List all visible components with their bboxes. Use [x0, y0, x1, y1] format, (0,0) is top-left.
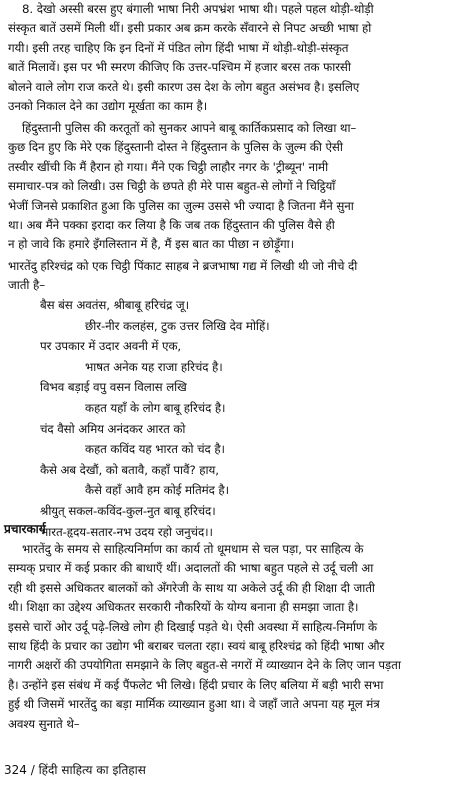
paragraph-promotion-work	[8, 540, 466, 734]
text-line: भारतेंदु हरिश्चंद्र को एक चिट्ठी पिंकाट साहब ने ब्रजभाषा गद्य में लिखी थी जो नीचे दी	[8, 259, 358, 273]
verse-line: कहत कविंद यह भारत को चंद है।	[85, 442, 225, 457]
verse-line: भाषत अनेक यह राजा हरिचंद है।	[85, 359, 223, 374]
text-line: जाती है–	[8, 278, 46, 293]
text-line: नागरी अक्षरों की उपयोगिता समझाने के लिए बहुत-से नगरों में व्याख्यान देने के लिए जान पड़ता	[8, 658, 401, 673]
verse-line: चंद वैसो अमिय अनंदकर आरत को	[40, 421, 186, 436]
text-line: न हो जावे कि हमारे इँगलिस्तान में है, मैं इस बात का पीछा न छोड़ूँगा।	[8, 237, 295, 252]
text-line: रही थी इससे अधिकतर बालकों को अँगरेजी के साथ या अकेले उर्दू की ही शिक्षा दी जाती	[8, 580, 375, 595]
page-footer: 324 / हिंदी साहित्य का इतिहास	[4, 763, 146, 777]
verse-line: भारत-हृदय-सतार-नभ उदय रहो जनुचंद।।	[40, 524, 213, 539]
verse-line: कैसे अब देखौं, को बतावै, कहाँ पावैं? हाय,	[40, 462, 219, 477]
text-line: अवश्य सुनाते थे–	[8, 716, 80, 731]
text-line: इससे चारों ओर उर्दू पढ़े-लिखे लोग ही दिखाई पड़ते थे। ऐसी अवस्था में साहित्य-निर्माण के	[8, 619, 377, 634]
text-line: है। उन्होंने इस संबंध में कई पैंफलेट भी लिखे। हिंदी प्रचार के लिए बलिया में बड़ी भारी सभा	[8, 677, 384, 692]
text-line: हिंदुस्तानी पुलिस की करतूतों को सुनकर आपने बाबू कार्तिकप्रसाद को लिखा था–	[22, 121, 357, 135]
text-line: 8. देखो अस्सी बरस हुए बंगाली भाषा निरी अपभ्रंश भाषा थी। पहले पहल थोड़ी-थोड़ी	[22, 2, 374, 16]
text-line: साथ हिंदी के प्रचार का उद्योग भी बराबर चलता रहा। स्वयं बाबू हरिश्चंद्र को हिंदी भाषा और	[8, 639, 385, 654]
text-line: बातें मिलावें। इस पर भी स्मरण कीजिए कि उत्तर-पश्चिम में हजार बरस तक फारसी	[8, 60, 351, 75]
section-heading: प्रचारकार्य	[4, 522, 46, 536]
text-line: था। अब मैंने पक्का इरादा कर लिया है कि जब तक हिंदुस्तान की पुलिस वैसे ही	[8, 218, 335, 233]
text-line: भेजीं जिनसे प्रकाशित हुआ कि पुलिस का ज़ुल्म उससे भी ज्यादा है जितना मैंने सुना	[8, 198, 354, 213]
verse-line: श्रीयुत् सकल-कविंद-कुल-नुत बाबू हरिचंद।	[40, 503, 216, 518]
verse-line: बैस बंस अवतंस, श्रीबाबू हरिचंद्र जू।	[40, 298, 189, 312]
verse-line: कहत यहाँ के लोग बाबू हरिचंद है।	[85, 400, 226, 415]
text-line: हुई थी जिसमें भारतेंदु का बड़ा मार्मिक व्याख्यान हुआ था। वे जहाँ जाते अपना यह मूल मंत्र	[8, 697, 380, 712]
text-line: थी। शिक्षा का उद्देश्य अधिकतर सरकारी नौकरियों के योग्य बनाना ही समझा जाता है।	[8, 600, 359, 615]
paragraph-pincott-intro	[8, 257, 466, 296]
text-line: संस्कृत बातें उसमें मिली थीं। इसी प्रकार अब क्रम करके सँवारने से निपट अच्छी भाषा हो	[8, 21, 372, 36]
text-line: उनको निकाल देने का उद्योग मूर्खता का काम है।	[8, 99, 208, 114]
text-line: गयी। इसी तरह चाहिए कि इन दिनों में पंडित लोग हिंदी भाषा में थोड़ी-थोड़ी-संस्कृत	[8, 40, 349, 55]
text-line: सम्यक् प्रचार में कई प्रकार की बाधाएँ थीं। अदालतों की भाषा बहुत पहले से उर्दू चली आ	[8, 561, 374, 576]
text-line: तस्वीर खींची कि मैं हैरान हो गया। मैंने एक चिट्ठी लाहौर नगर के 'ट्रीब्यून' नामी	[8, 159, 329, 174]
verse-block	[0, 295, 474, 542]
verse-line: कैसे वहाँ आवै हम कोई मतिमंद है।	[85, 483, 229, 498]
verse-line: पर उपकार में उदार अवनी में एक,	[40, 339, 182, 354]
paragraph-point-8	[8, 0, 466, 116]
verse-line: विभव बड़ाई वपु वसन विलास लखि	[40, 380, 187, 395]
text-line: भारतेंदु के समय से साहित्यनिर्माण का कार्य तो धूमधाम से चल पड़ा, पर साहित्य के	[22, 542, 364, 556]
text-line: बोलने वाले लोग राज करते थे। इसी कारण उस देश के लोग बहुत असंभव है। इसलिए	[8, 79, 360, 94]
paragraph-police-letter	[8, 119, 466, 255]
text-line: कुछ दिन हुए कि मेरे एक हिंदुस्तानी दोस्त ने हिंदुस्तान के पुलिस के ज़ुल्म की ऐसी	[8, 140, 343, 155]
text-line: समाचार-पत्र को लिखी। उस चिट्ठी के छपते ही मेरे पास बहुत-से लोगों ने चिट्ठियाँ	[8, 179, 336, 194]
verse-line: छीर-नीर कलहंस, टुक उत्तर लिखि देव मोहिं।	[85, 318, 270, 333]
